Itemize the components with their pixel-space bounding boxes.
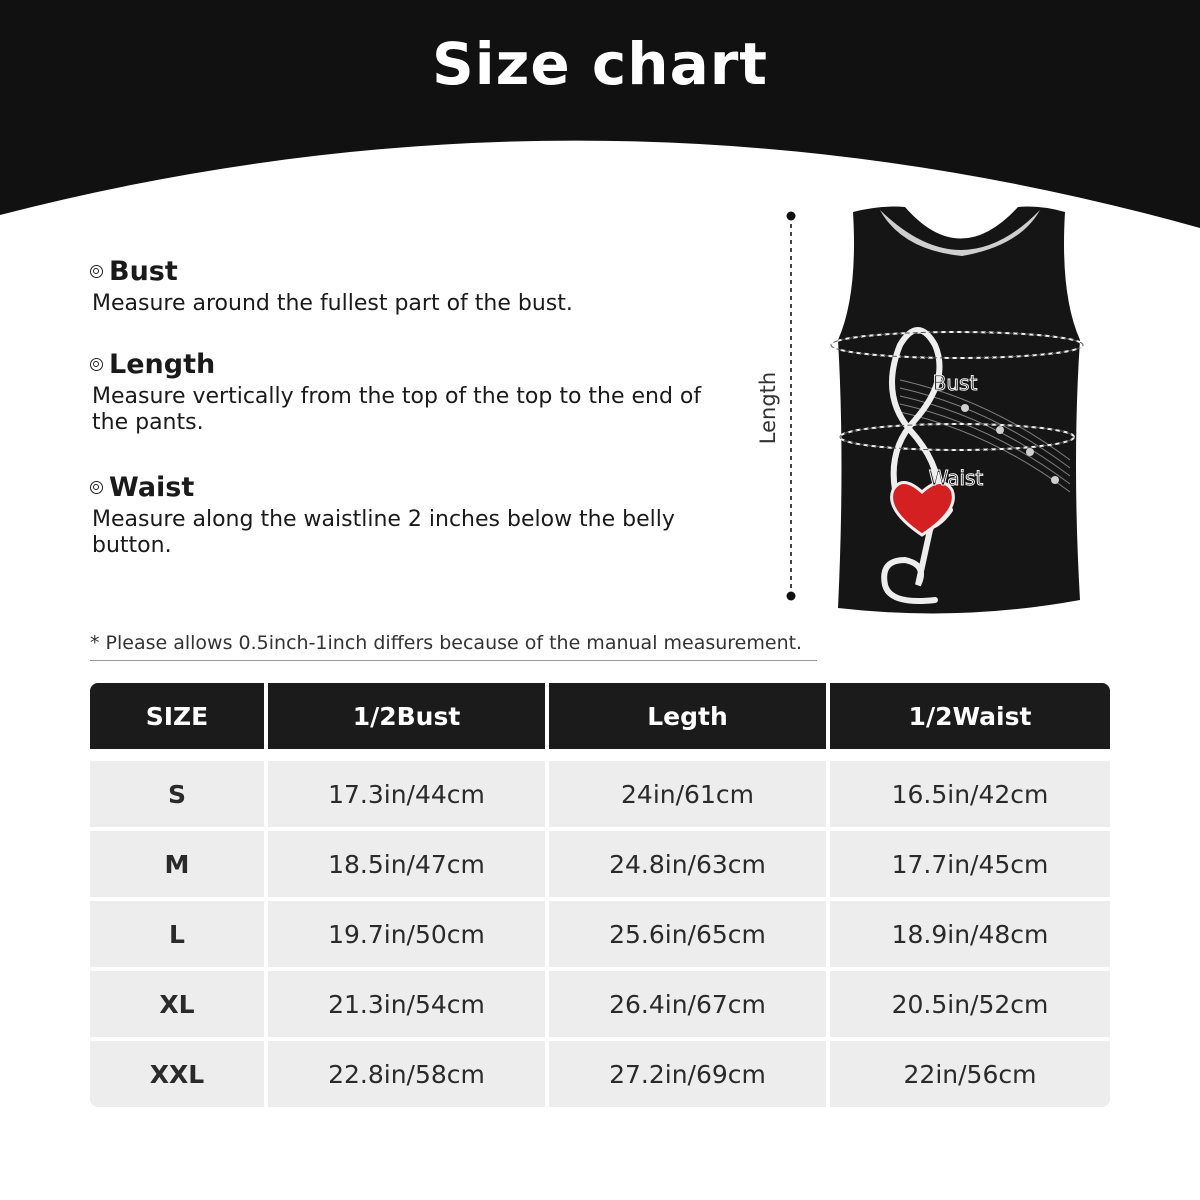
table-header-row [90, 683, 1110, 749]
bust-cell: 18.5in/47cm [268, 831, 549, 897]
waist-cell: 20.5in/52cm [830, 971, 1110, 1037]
measure-waist [90, 472, 730, 559]
size-cell: S [90, 761, 268, 827]
circle-bullet-icon [90, 481, 103, 494]
size-cell: XXL [90, 1041, 268, 1107]
length-cell: 27.2in/69cm [549, 1041, 830, 1107]
bust-cell: 17.3in/44cm [268, 761, 549, 827]
column-header-size: SIZE [90, 683, 268, 749]
length-cell: 25.6in/65cm [549, 901, 830, 967]
length-cell: 26.4in/67cm [549, 971, 830, 1037]
measure-description: Measure vertically from the top of the top to the end of the pants. [92, 384, 702, 435]
size-cell: L [90, 901, 268, 967]
size-cell: M [90, 831, 268, 897]
table-row [90, 901, 1110, 967]
bust-cell: 22.8in/58cm [268, 1041, 549, 1107]
length-cell: 24.8in/63cm [549, 831, 830, 897]
tank-top-body [838, 207, 1080, 614]
length-measure-line [787, 212, 796, 601]
measure-description: Measure around the fullest part of the bust. [92, 291, 573, 316]
table-row [90, 1041, 1110, 1107]
waist-label: Waist [928, 466, 984, 490]
measure-label: Length [109, 349, 216, 380]
measurement-note: * Please allows 0.5inch-1inch differs because of the manual measurement. [90, 632, 817, 661]
measure-length [90, 349, 730, 436]
table-row [90, 761, 1110, 827]
length-label: Length [756, 371, 780, 445]
size-table [90, 683, 1110, 1111]
size-cell: XL [90, 971, 268, 1037]
waist-cell: 22in/56cm [830, 1041, 1110, 1107]
waist-cell: 18.9in/48cm [830, 901, 1110, 967]
circle-bullet-icon [90, 265, 103, 278]
column-header-bust: 1/2Bust [268, 683, 549, 749]
waist-cell: 16.5in/42cm [830, 761, 1110, 827]
bust-cell: 19.7in/50cm [268, 901, 549, 967]
table-row [90, 971, 1110, 1037]
circle-bullet-icon [90, 358, 103, 371]
waist-cell: 17.7in/45cm [830, 831, 1110, 897]
table-row [90, 831, 1110, 897]
measure-bust [90, 256, 730, 317]
tank-top-illustration [740, 200, 1100, 620]
length-cell: 24in/61cm [549, 761, 830, 827]
bust-cell: 21.3in/54cm [268, 971, 549, 1037]
page-title: Size chart [431, 30, 769, 98]
measure-description: Measure along the waistline 2 inches below the belly button. [92, 507, 675, 558]
measure-label: Bust [109, 256, 178, 287]
measure-label: Waist [109, 472, 195, 503]
bust-label: Bust [932, 371, 978, 395]
column-header-waist: 1/2Waist [830, 683, 1110, 749]
column-header-length: Legth [549, 683, 830, 749]
